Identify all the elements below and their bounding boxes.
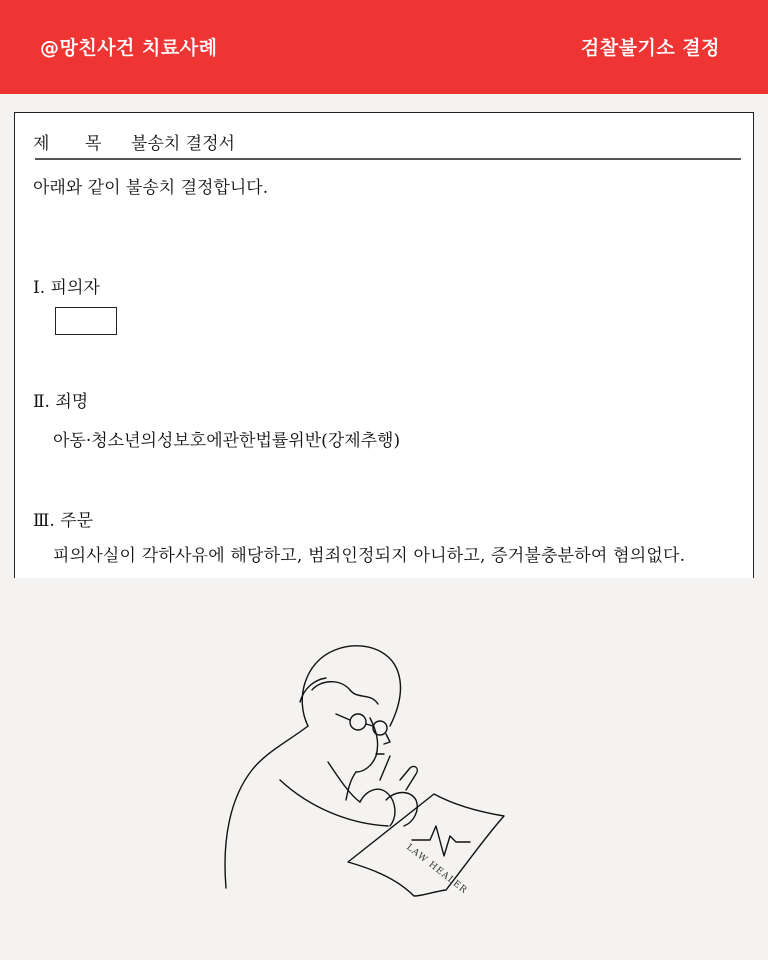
intro-text: 아래와 같이 불송치 결정합니다. [33, 178, 269, 198]
redacted-name-box [55, 307, 117, 335]
title-label-2: 목 [85, 134, 102, 154]
document-excerpt [14, 112, 754, 578]
top-banner [0, 0, 768, 94]
section-suspect-heading: Ⅰ. 피의자 [33, 278, 100, 298]
lawyer-line-illustration [200, 630, 520, 920]
section-order-heading: Ⅲ. 주문 [33, 511, 94, 531]
charge-text: 아동·청소년의성보호에관한법률위반(강제추행) [53, 431, 401, 451]
order-text: 피의사실이 각하사유에 해당하고, 범죄인정되지 아니하고, 증거불충분하여 혐의없다. [53, 546, 686, 566]
paper-brand-text: LAW HEALER [404, 842, 469, 897]
title-label-1: 제 [33, 134, 50, 154]
title-divider [35, 158, 741, 160]
section-charge-heading: Ⅱ. 죄명 [33, 392, 89, 412]
account-handle: @망친사건 치료사례 [40, 37, 218, 59]
document-title-row [33, 129, 235, 154]
document-title: 불송치 결정서 [131, 134, 235, 154]
category-label: 검찰불기소 결정 [580, 37, 720, 59]
